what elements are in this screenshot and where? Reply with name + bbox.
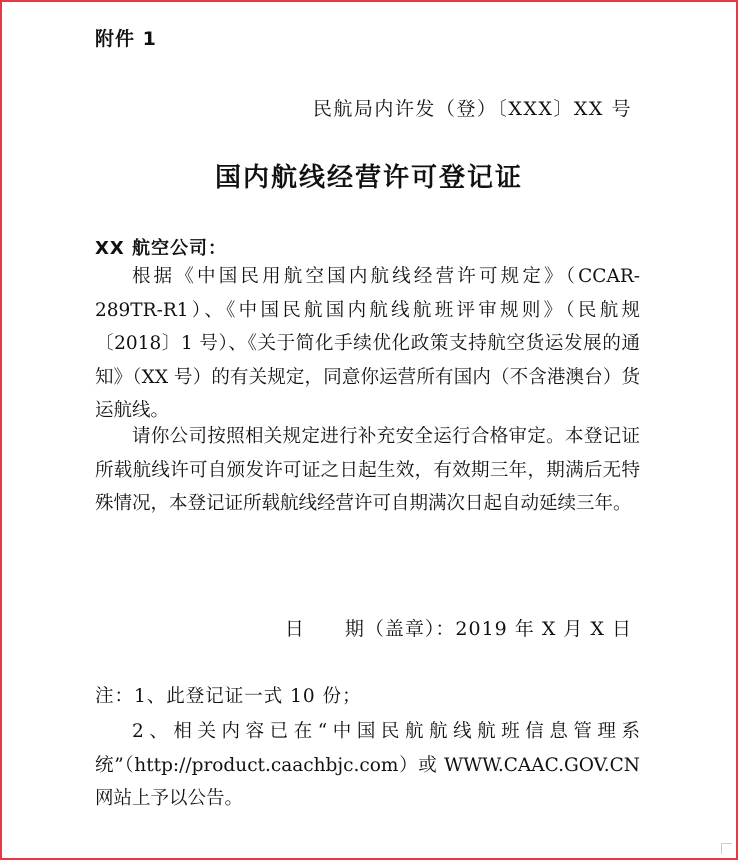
body-paragraph-1: 根据《中国民用航空国内航线经营许可规定》（CCAR-289TR-R1）、《中国民航国内航线航班评审规则》（民航规〔2018〕1 号）、《关于简化手续优化政策支持航空货运发展的通知》（XX 号）的有关规定，同意你运营所有国内（不含港澳台）货运航线。 xyxy=(95,266,640,421)
date-line: 日 期（盖章）：2019 年 X 月 X 日 xyxy=(284,618,632,640)
note-2: 2、相关内容已在“中国民航航线航班信息管理系统”（http://product.caachbjc.com）或 WWW.CAAC.GOV.CN 网站上予以公告。 xyxy=(95,721,640,809)
document-title: 国内航线经营许可登记证 xyxy=(214,163,523,193)
addressee: XX 航空公司： xyxy=(95,238,228,259)
note-1: 注：1、此登记证一式 10 份； xyxy=(95,686,362,707)
attachment-label: 附件 1 xyxy=(95,28,157,50)
body-paragraph-2: 请你公司按照相关规定进行补充安全运行合格审定。本登记证所载航线许可自颁发许可证之日起生效，有效期三年，期满后无特殊情况，本登记证所载航线经营许可自期满次日起自动延续三年。 xyxy=(95,426,640,514)
document-number: 民航局内许发（登）〔XXX〕XX 号 xyxy=(312,98,632,120)
page-corner-mark xyxy=(721,843,732,854)
